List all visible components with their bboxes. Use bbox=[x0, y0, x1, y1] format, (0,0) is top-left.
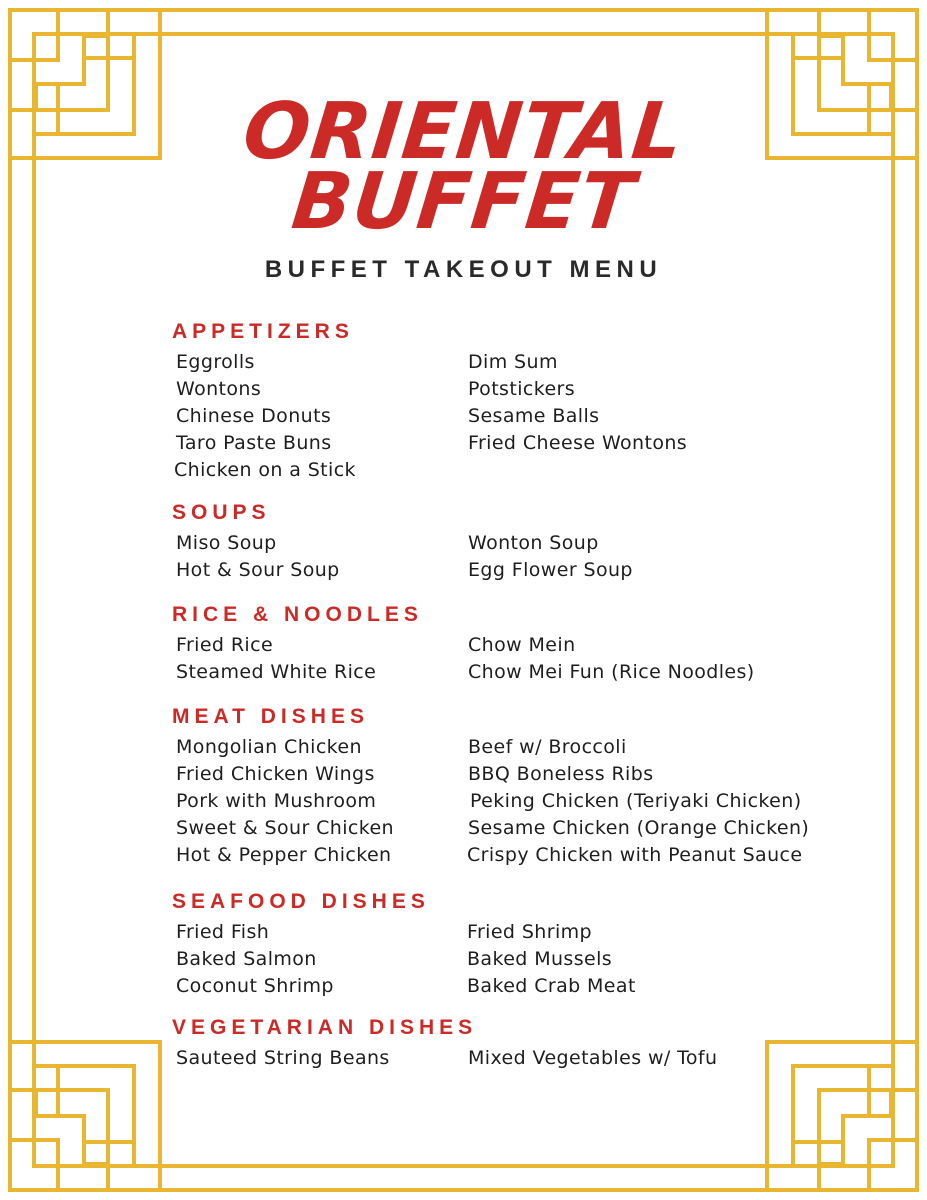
menu-item: Sesame Balls bbox=[468, 405, 600, 427]
menu-item: Crispy Chicken with Peanut Sauce bbox=[467, 844, 803, 866]
menu-item: Fried Shrimp bbox=[467, 921, 592, 943]
menu-item: Beef w/ Broccoli bbox=[468, 736, 627, 758]
menu-item: Pork with Mushroom bbox=[176, 790, 377, 812]
title-line-1: ORIENTAL bbox=[239, 87, 688, 177]
menu-item: Coconut Shrimp bbox=[176, 975, 334, 997]
menu-item: Taro Paste Buns bbox=[176, 432, 332, 454]
title-line-2: BUFFET bbox=[287, 157, 640, 247]
section-title: SOUPS bbox=[172, 501, 271, 524]
menu-item: Dim Sum bbox=[468, 351, 558, 373]
section-vegetarian-dishes bbox=[172, 1016, 852, 1069]
menu-item: Sauteed String Beans bbox=[176, 1047, 390, 1069]
menu-item: Baked Mussels bbox=[467, 948, 613, 970]
section-meat-dishes bbox=[172, 705, 852, 866]
menu-item: Potstickers bbox=[468, 378, 576, 400]
menu-item: Wonton Soup bbox=[468, 532, 599, 554]
menu-item: Chow Mein bbox=[468, 634, 576, 656]
menu-item: Chow Mei Fun (Rice Noodles) bbox=[468, 661, 755, 683]
section-title: RICE & NOODLES bbox=[172, 603, 423, 626]
section-title: MEAT DISHES bbox=[172, 705, 369, 728]
menu-item: Eggrolls bbox=[176, 351, 255, 373]
section-title: SEAFOOD DISHES bbox=[172, 890, 430, 913]
section-appetizers bbox=[172, 320, 852, 481]
menu-item: Steamed White Rice bbox=[176, 661, 377, 683]
menu-item: Baked Salmon bbox=[176, 948, 317, 970]
menu-item: Hot & Pepper Chicken bbox=[176, 844, 392, 866]
menu-item: Egg Flower Soup bbox=[468, 559, 633, 581]
menu-item: Baked Crab Meat bbox=[467, 975, 636, 997]
menu-item: Sesame Chicken (Orange Chicken) bbox=[468, 817, 810, 839]
menu-item: Hot & Sour Soup bbox=[176, 559, 340, 581]
menu-item: Fried Rice bbox=[176, 634, 274, 656]
section-seafood-dishes bbox=[172, 890, 852, 997]
menu-item: Peking Chicken (Teriyaki Chicken) bbox=[470, 790, 802, 812]
section-title: VEGETARIAN DISHES bbox=[172, 1016, 478, 1039]
section-soups bbox=[172, 501, 852, 581]
menu-item: Chicken on a Stick bbox=[174, 459, 356, 481]
menu-item: Fried Chicken Wings bbox=[176, 763, 375, 785]
menu-item: Miso Soup bbox=[176, 532, 277, 554]
menu-item: BBQ Boneless Ribs bbox=[468, 763, 654, 785]
section-title: APPETIZERS bbox=[172, 320, 354, 343]
menu-item: Mongolian Chicken bbox=[176, 736, 362, 758]
menu-item: Sweet & Sour Chicken bbox=[176, 817, 394, 839]
menu-subtitle: BUFFET TAKEOUT MENU bbox=[264, 256, 663, 283]
menu-item: Fried Fish bbox=[176, 921, 270, 943]
menu-item: Fried Cheese Wontons bbox=[468, 432, 688, 454]
menu-item: Wontons bbox=[176, 378, 262, 400]
section-rice-noodles bbox=[172, 603, 852, 683]
menu-item: Mixed Vegetables w/ Tofu bbox=[468, 1047, 718, 1069]
menu-item: Chinese Donuts bbox=[176, 405, 332, 427]
